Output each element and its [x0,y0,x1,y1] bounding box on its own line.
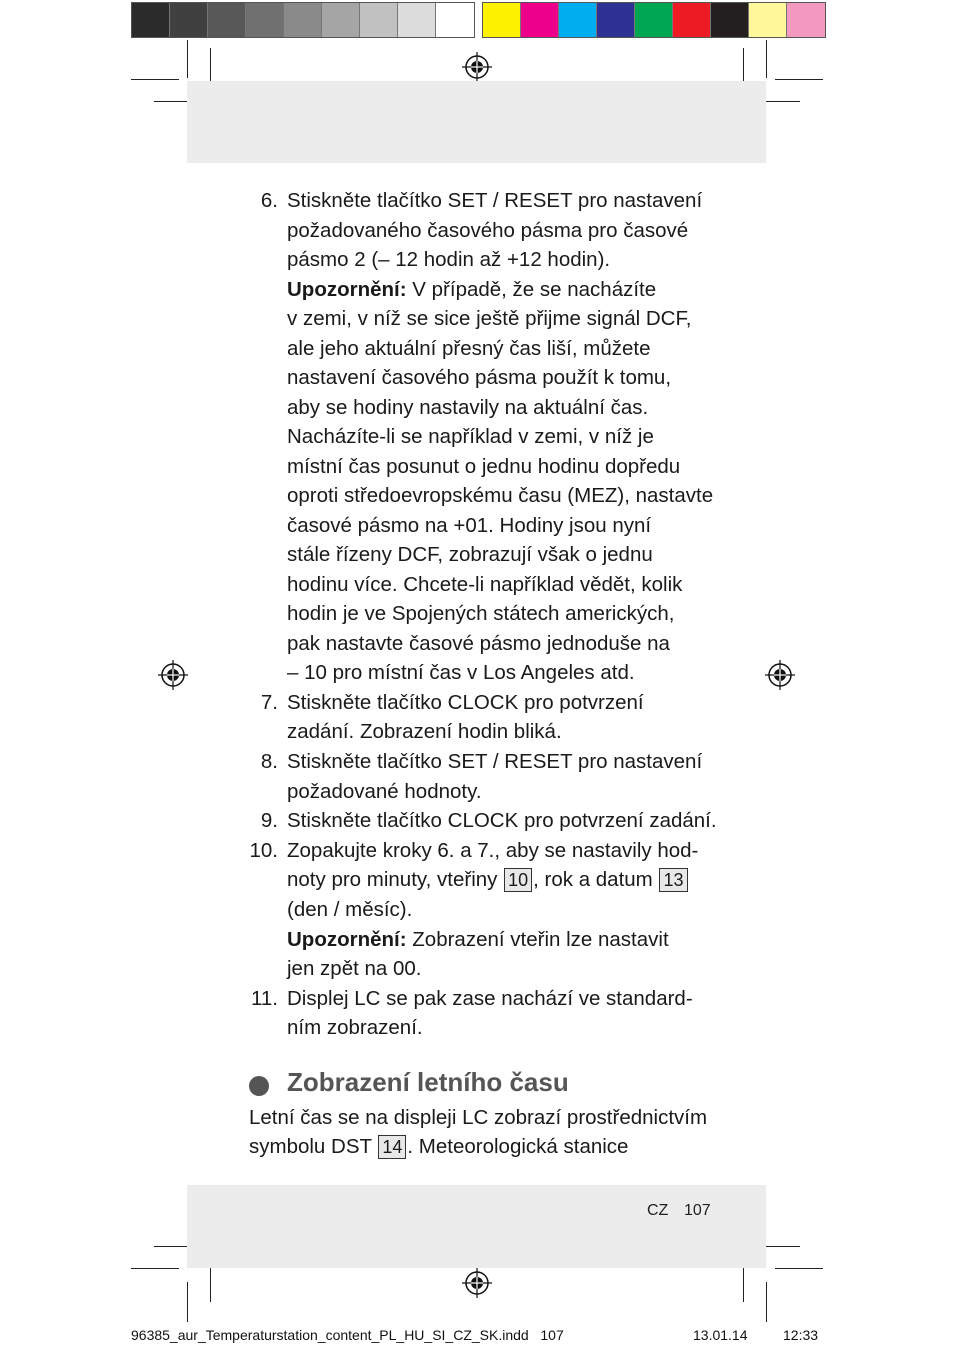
step-text: požadovaného časového pásma pro časové [287,219,689,242]
registration-mark-icon [462,52,492,82]
reference-number: 13 [659,868,687,892]
color-swatch [284,3,322,37]
color-swatch [559,3,597,37]
step-number: 6. [260,189,278,212]
note-text: nastavení časového pásma použít k tomu, [287,366,672,389]
color-swatch [398,3,436,37]
header-band [187,81,766,163]
note-text: ale jeho aktuální přesný čas liší, můžete [287,337,651,360]
step-text: Stiskněte tlačítko CLOCK pro potvrzení [287,691,644,714]
crop-mark [766,40,767,78]
note-text: hodin je ve Spojených státech amerických, [287,602,675,625]
step-text-part: noty pro minuty, vteřiny [287,868,504,891]
step-text: ním zobrazení. [287,1016,423,1039]
color-swatch [787,3,825,37]
paragraph-text: Letní čas se na displeji LC zobrazí prostřednictvím [249,1106,708,1129]
note-text: místní čas posunut o jednu hodinu dopředu [287,455,681,478]
color-swatch [749,3,787,37]
step-number: 8. [260,750,278,773]
footer-language: CZ [647,1202,669,1219]
color-swatch [673,3,711,37]
note-text: jen zpět na 00. [287,957,422,980]
step-text: pásmo 2 (– 12 hodin až +12 hodin). [287,248,611,271]
color-swatch [360,3,398,37]
crop-mark [131,1268,179,1269]
color-swatch [208,3,246,37]
color-swatch [521,3,559,37]
note-label: Upozornění: [287,928,407,951]
crop-mark [766,1282,767,1322]
crop-mark [775,1268,823,1269]
reference-number: 14 [378,1135,406,1159]
step-text: Stiskněte tlačítko SET / RESET pro nastavení [287,750,703,773]
step-number: 9. [260,809,278,832]
paragraph-text [249,1132,628,1162]
crop-mark [743,1262,744,1302]
note-text: Nacházíte-li se například v zemi, v níž je [287,425,654,448]
note-text: v zemi, v níž se sice ještě přijme signál DCF, [287,307,692,330]
note-text: Zobrazení vteřin lze nastavit [406,928,669,951]
color-swatch [246,3,284,37]
step-text: Stiskněte tlačítko SET / RESET pro nastavení [287,189,703,212]
crop-mark [131,79,179,80]
crop-mark [210,1262,211,1302]
step-text: Stiskněte tlačítko CLOCK pro potvrzení zadání. [287,809,717,832]
color-swatch [436,3,474,37]
step-text: (den / měsíc). [287,898,413,921]
footer-band [187,1185,766,1268]
step-number: 7. [260,691,278,714]
paragraph-text-part: . Meteorologická stanice [407,1135,629,1158]
slug-date: 13.01.14 [693,1327,748,1343]
step-text: Displej LC se pak zase nachází ve standard- [287,987,693,1010]
step-number: 11. [251,987,278,1010]
note-text: oproti středoevropskému času (MEZ), nastavte [287,484,714,507]
slug-time: 12:33 [783,1327,819,1343]
slug-filename: 96385_aur_Temperaturstation_content_PL_HU_SI_CZ_SK.indd 107 [131,1327,564,1343]
note-line [287,925,669,955]
color-bar [482,2,826,38]
color-swatch [322,3,360,37]
note-line [287,275,656,305]
crop-mark [775,79,823,80]
note-text: časové pásmo na +01. Hodiny jsou nyní [287,514,652,537]
section-heading: Zobrazení letního času [287,1067,569,1097]
registration-mark-icon [462,1268,492,1298]
step-text: zadání. Zobrazení hodin bliká. [287,720,562,743]
color-swatch [711,3,749,37]
color-swatch [635,3,673,37]
footer-page-number: 107 [684,1202,711,1219]
step-text-part: , rok a datum [533,868,659,891]
paragraph-text-part: symbolu DST [249,1135,378,1158]
registration-mark-icon [765,660,795,690]
note-text: aby se hodiny nastavily na aktuální čas. [287,396,649,419]
registration-mark-icon [158,660,188,690]
grayscale-bar [131,2,475,38]
reference-number: 10 [504,868,532,892]
section-bullet-icon [249,1076,269,1096]
note-text: pak nastavte časové pásmo jednoduše na [287,632,670,655]
step-text: Zopakujte kroky 6. a 7., aby se nastavily hod- [287,839,699,862]
note-text: hodinu více. Chcete-li například vědět, kolik [287,573,683,596]
crop-mark [187,40,188,78]
crop-mark [760,1246,800,1247]
color-swatch [483,3,521,37]
note-text: V případě, že se nacházíte [406,278,657,301]
note-text: stále řízeny DCF, zobrazují však o jednu [287,543,653,566]
note-label: Upozornění: [287,278,407,301]
color-swatch [170,3,208,37]
step-text [287,865,689,895]
crop-mark [760,101,800,102]
step-text: požadované hodnoty. [287,780,482,803]
crop-mark [187,1282,188,1322]
color-swatch [132,3,170,37]
color-swatch [597,3,635,37]
step-number: 10. [249,839,278,862]
note-text: – 10 pro místní čas v Los Angeles atd. [287,661,635,684]
